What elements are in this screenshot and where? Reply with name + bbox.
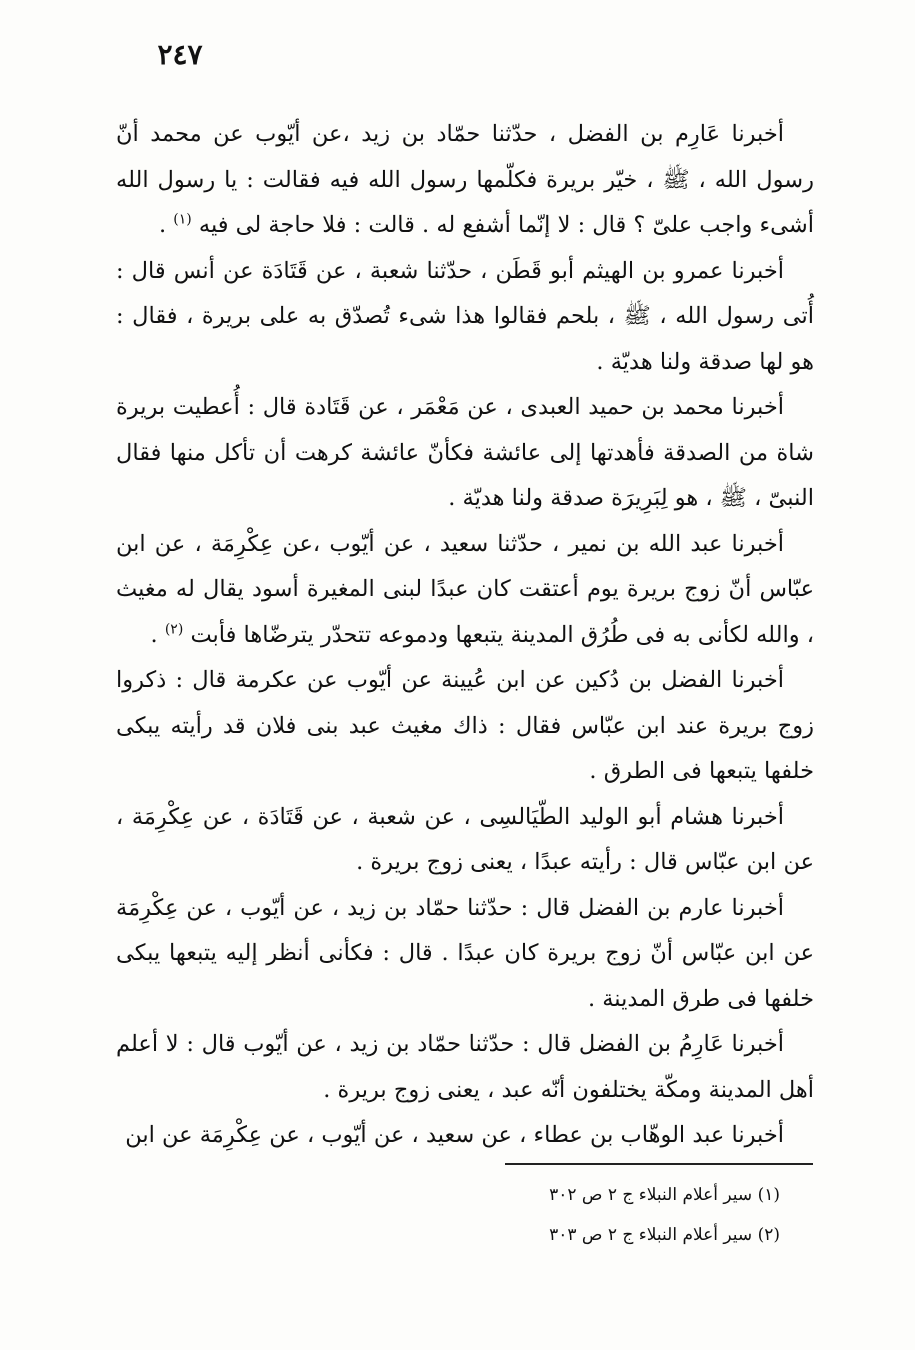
footnote-separator [505, 1163, 813, 1165]
paragraph-text: أخبرنا عبد الله بن نمير ، حدّثنا سعيد ، عن أيّوب ،عن عِكْرِمَة ، عن ابن عبّاس أنّ زوج بريرة يوم أعتقت كان عبدًا لبنى المغيرة أسود يقال له مغيث ، والله لكأنى به فى طُرُق المدينة يتبعها ودموعه تتحدّر يترضّاها فأبت [116, 530, 814, 648]
paragraph-2: أخبرنا عمرو بن الهيثم أبو قَطَن ، حدّثنا شعبة ، عن قَتَادَة عن أنس قال : أُتى رسول الله ، ﷺ ، بلحم فقالوا هذا شىء تُصدّق به على بريرة ، فقال : هو لها صدقة ولنا هديّة . [116, 257, 814, 375]
paragraph-6: أخبرنا هشام أبو الوليد الطّيَالسِى ، عن شعبة ، عن قَتَادَة ، عن عِكْرِمَة ، عن ابن عبّاس قال : رأيته عبدًا ، يعنى زوج بريرة . [116, 803, 814, 875]
paragraph-5: أخبرنا الفضل بن دُكين عن ابن عُيينة عن أيّوب عن عكرمة قال : ذكروا زوج بريرة عند ابن عبّاس فقال : ذاك مغيث عبد بنى فلان قد رأيته يبكى خلفها يتبعها فى الطرق . [116, 667, 814, 784]
sentence-end: . [158, 212, 174, 238]
paragraph-4 [116, 522, 814, 659]
page-number: ٢٤٧ [157, 38, 203, 71]
footnotes [420, 1175, 780, 1255]
paragraph-3: أخبرنا محمد بن حميد العبدى ، عن مَعْمَر ، عن قَتَادة قال : أُعطيت بريرة شاة من الصدقة فأهدتها إلى عائشة فكأنّ عائشة كرهت أن تأكل منها فقال النبىّ ، ﷺ ، هو لِبَرِيرَة صدقة ولنا هديّة . [116, 394, 814, 511]
footnote-2: (٢) سير أعلام النبلاء ج ٢ ص ٣٠٣ [549, 1225, 780, 1245]
paragraph-8: أخبرنا عَارِمُ بن الفضل قال : حدّثنا حمّاد بن زيد ، عن أيّوب قال : لا أعلم أهل المدينة ومكّة يختلفون أنّه عبد ، يعنى زوج بريرة . [116, 1031, 814, 1103]
paragraph-1 [116, 112, 814, 249]
paragraph-text: أخبرنا عَارِم بن الفضل ، حدّثنا حمّاد بن زيد ،عن أيّوب عن محمد أنّ رسول الله ، ﷺ ، خيّر بريرة فكلّمها رسول الله فيه فقالت : يا رسول الله أشىء واجب علىّ ؟ قال : لا إنّما أشفع له . قالت : فلا حاجة لى فيه [116, 121, 814, 238]
footnote-ref-2: (٢) [164, 621, 184, 637]
footnote-1: (١) سير أعلام النبلاء ج ٢ ص ٣٠٢ [549, 1185, 780, 1205]
footnote-ref-1: (١) [173, 211, 192, 228]
paragraph-7: أخبرنا عارم بن الفضل قال : حدّثنا حمّاد بن زيد ، عن أيّوب ، عن عِكْرِمَة عن ابن عبّاس أنّ زوج بريرة كان عبدًا . قال : فكأنى أنظر إليه يتبعها يبكى خلفها فى طرق المدينة . [116, 894, 814, 1012]
sentence-end: . [150, 621, 165, 648]
paragraph-9: أخبرنا عبد الوهّاب بن عطاء ، عن سعيد ، عن أيّوب ، عن عِكْرِمَة عن ابن [125, 1122, 784, 1148]
main-text [116, 112, 814, 1159]
